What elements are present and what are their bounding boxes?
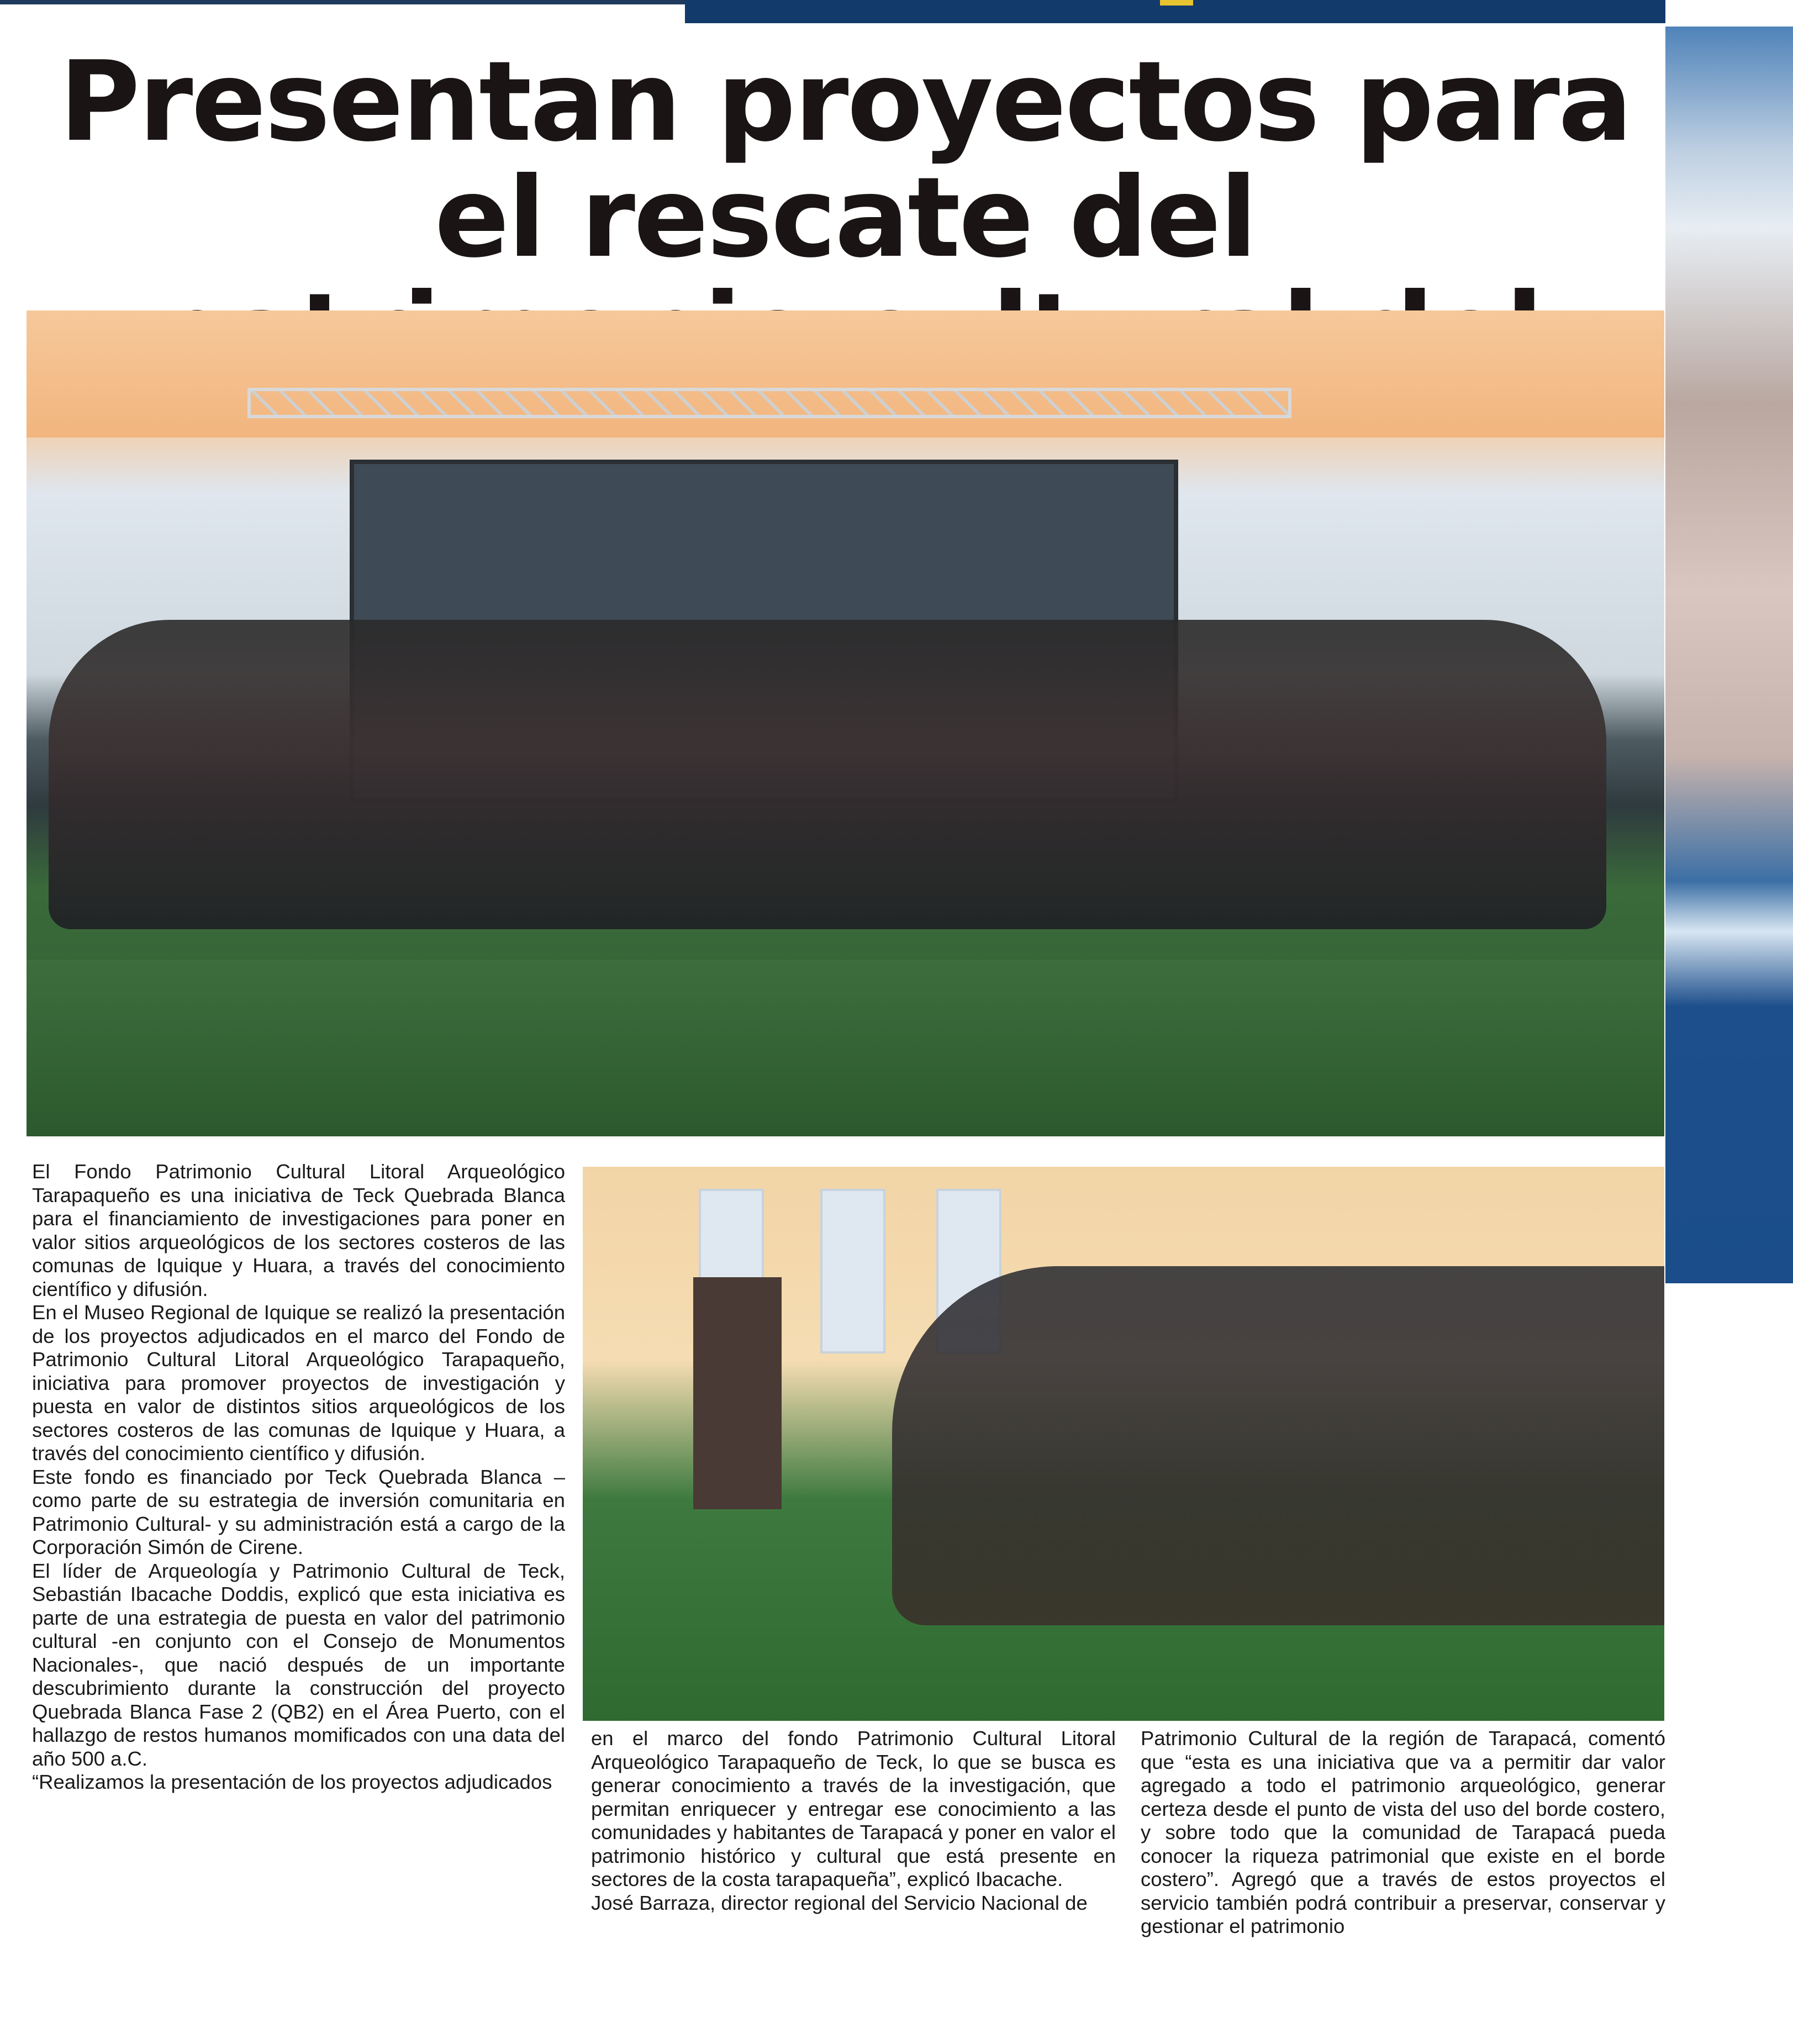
article-column-2 (591, 1727, 1116, 1915)
masthead-rule (0, 0, 685, 4)
paragraph: En el Museo Regional de Iquique se realizó la presentación de los proyectos adjudicados en el marco del Fondo de Patrimonio Cultural Litoral Arqueológico Tarapaqueño, iniciativa para promover proyectos de investigación y puesta en valor de distintos sitios arqueológicos de los sectores costeros de las comunas de Iquique y Huara, a través del conocimiento científico y difusión. (32, 1301, 565, 1464)
adjacent-page-photo (1665, 27, 1793, 1283)
presentation-photo (583, 1167, 1664, 1721)
artificial-grass (27, 960, 1664, 1136)
article-column-3 (1141, 1727, 1665, 1938)
paragraph: El líder de Arqueología y Patrimonio Cultural de Teck, Sebastián Ibacache Doddis, explicó que esta iniciativa es parte de una estrategia de puesta en valor del patrimonio cultural -en conjunto con el Consejo de Monumentos Nacionales-, que nació después de un importante descubrimiento durante la construcción del proyecto Quebrada Blanca Fase 2 (QB2) en el Área Puerto, con el hallazgo de restos humanos momificados con una data del año 500 a.C. (32, 1559, 565, 1770)
paragraph: Patrimonio Cultural de la región de Tarapacá, comentó que “esta es una iniciativa que va a permitir dar valor agregado a todo el patrimonio arqueológico, generar certeza desde el punto de vista del uso del borde costero, y sobre todo que la comunidad de Tarapacá pueda conocer la riqueza patrimonial que existe en el borde costero”. Agregó que a través de estos proyectos el servicio también podrá contribuir a preservar, conservar y gestionar el patrimonio (1141, 1727, 1665, 1937)
banner (820, 1189, 885, 1353)
stage-truss (247, 388, 1291, 418)
group-of-people (49, 620, 1606, 929)
paragraph: José Barraza, director regional del Servicio Nacional de (591, 1891, 1088, 1914)
paragraph: en el marco del fondo Patrimonio Cultural Litoral Arqueológico Tarapaqueño de Teck, lo que se busca es generar conocimiento a través de la investigación, que permitan enriquecer y entregar ese conocimiento a las comunidades y habitantes de Tarapacá y poner en valor el patrimonio histórico y cultural que está presente en sectores de la costa tarapaqueña”, explicó Ibacache. (591, 1727, 1116, 1890)
tent-canopy (27, 310, 1664, 438)
group-photo (27, 310, 1664, 1136)
paragraph: El Fondo Patrimonio Cultural Litoral Arqueológico Tarapaqueño es una iniciativa de Teck Quebrada Blanca para el financiamiento de investigaciones para poner en valor sitios arqueológicos de los sectores costeros de las comunas de Iquique y Huara, a través del conocimiento científico y difusión. (32, 1160, 565, 1300)
paragraph: “Realizamos la presentación de los proyectos adjudicados (32, 1771, 552, 1793)
paragraph: Este fondo es financiado por Teck Quebrada Blanca – como parte de su estrategia de inversión comunitaria en Patrimonio Cultural- y su administración está a cargo de la Corporación Simón de Cirene. (32, 1465, 565, 1558)
masthead-accent (1160, 0, 1193, 6)
speaker-at-podium (693, 1277, 782, 1509)
seated-audience (892, 1266, 1664, 1625)
article-column-1 (32, 1160, 565, 1794)
headline-line-1: Presentan proyectos para el rescate del (59, 38, 1631, 282)
